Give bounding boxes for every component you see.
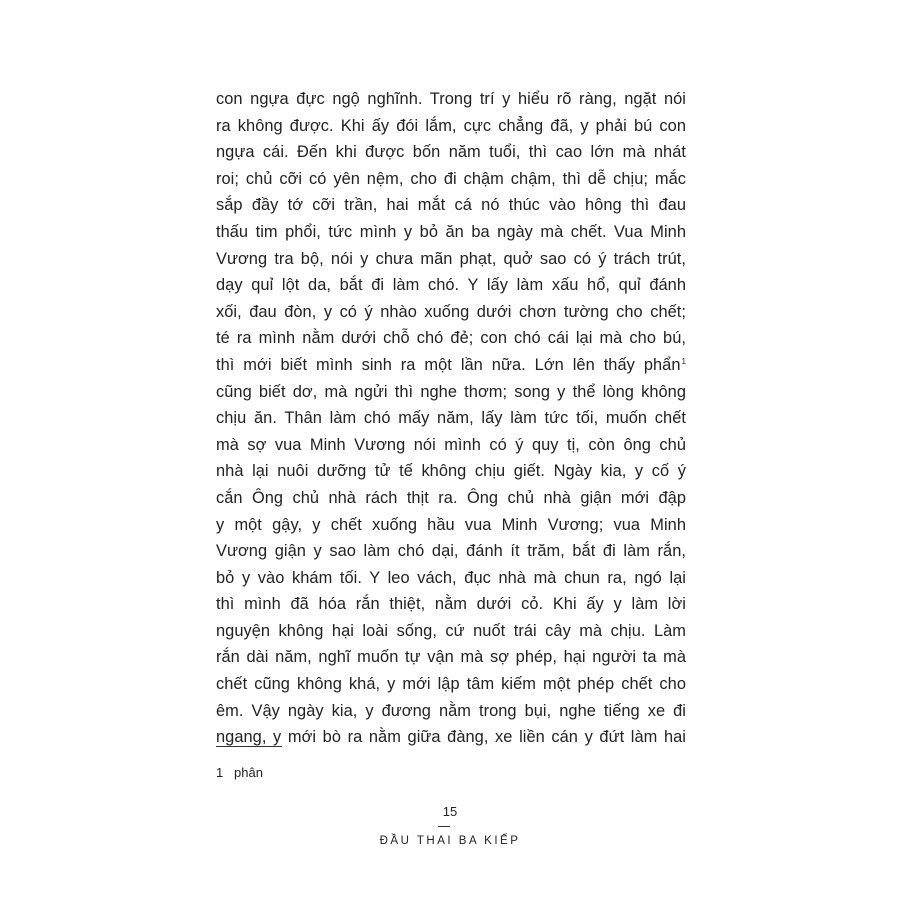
text-line: té ra mình nằm dưới chỗ chó đẻ; con chó cái lại mà cho bú, (216, 329, 686, 348)
text-line: chết cũng không khá, y mới lập tâm kiếm một phép chết cho (216, 675, 686, 694)
page-number-divider (438, 826, 450, 827)
text-line: nguyện không hại loài sống, cứ nuốt trái cây mà chịu. Làm (216, 621, 686, 640)
text-line: bỏ y vào khám tối. Y leo vách, đục nhà mà chun ra, ngó lại (216, 568, 686, 587)
text-line: cắn Ông chủ nhà rách thịt ra. Ông chủ nhà giận mới đập (216, 488, 686, 507)
footnote-text: phân (234, 765, 263, 780)
page-number: 15 (442, 804, 458, 819)
footnote (216, 764, 263, 782)
text-line: êm. Vậy ngày kia, y đương nằm trong bụi, nghe tiếng xe đi (216, 701, 686, 720)
text-line: ngang, y mới bò ra nằm giữa đàng, xe liền cán y đứt làm hai (216, 728, 686, 747)
text-line-with-footnote (216, 352, 686, 379)
text-line: Vương giận y sao làm chó dại, đánh ít trăm, bắt đi làm rắn, (216, 542, 686, 561)
text-line: Vương tra bộ, nói y chưa mãn phạt, quở sao có ý trách trút, (216, 249, 686, 268)
text-line: rắn dài năm, nghĩ muốn tự vận mà sợ phép, hại người ta mà (216, 648, 686, 667)
text-line: sắp đầy tớ cỡi trần, hai mắt cá nó thúc vào hông thì đau (216, 196, 686, 215)
text-line: nhà lại nuôi dưỡng tử tế không chịu giết. Ngày kia, y cố ý (216, 462, 686, 481)
text-line: ngựa cái. Đến khi được bốn năm tuổi, thì cao lớn mà nhát (216, 143, 686, 162)
body-text (216, 86, 686, 751)
footnote-reference: 1 (681, 356, 686, 366)
text-line-content: thì mới biết mình sinh ra một lần nữa. Lớn lên thấy phẩn (216, 355, 681, 374)
text-line: mà sợ vua Minh Vương nói mình có ý quy tị, còn ông chủ (216, 435, 686, 454)
footnote-divider (216, 746, 282, 747)
text-line: y một gậy, y chết xuống hầu vua Minh Vương; vua Minh (216, 515, 686, 534)
footnote-number: 1 (216, 765, 224, 780)
text-line: dạy quỉ lột da, bắt đi làm chó. Y lấy làm xấu hổ, quỉ đánh (216, 276, 686, 295)
text-line: cũng biết dơ, mà ngửi thì nghe thơm; song y thể lòng không (216, 382, 686, 401)
running-title: ĐẦU THAI BA KIẾP (379, 835, 521, 847)
text-line: thì mình đã hóa rắn thiệt, nằm dưới cỏ. Khi ấy y làm lời (216, 595, 686, 614)
text-line: xối, đau đòn, y có ý nhào xuống dưới chơn tường cho chết; (216, 302, 686, 321)
text-line: roi; chủ cỡi có yên nệm, cho đi chậm chậm, thì dễ chịu; mắc (216, 169, 686, 188)
text-line: ra không được. Khi ấy đói lắm, cực chẳng đã, y phải bú con (216, 116, 686, 135)
text-line: chịu ăn. Thân làm chó mấy năm, lấy làm tức tối, muốn chết (216, 409, 686, 428)
text-line: con ngựa đực ngộ nghĩnh. Trong trí y hiểu rõ ràng, ngặt nói (216, 90, 686, 108)
text-line: thấu tim phổi, tức mình y bỏ ăn ba ngày mà chết. Vua Minh (216, 222, 686, 241)
